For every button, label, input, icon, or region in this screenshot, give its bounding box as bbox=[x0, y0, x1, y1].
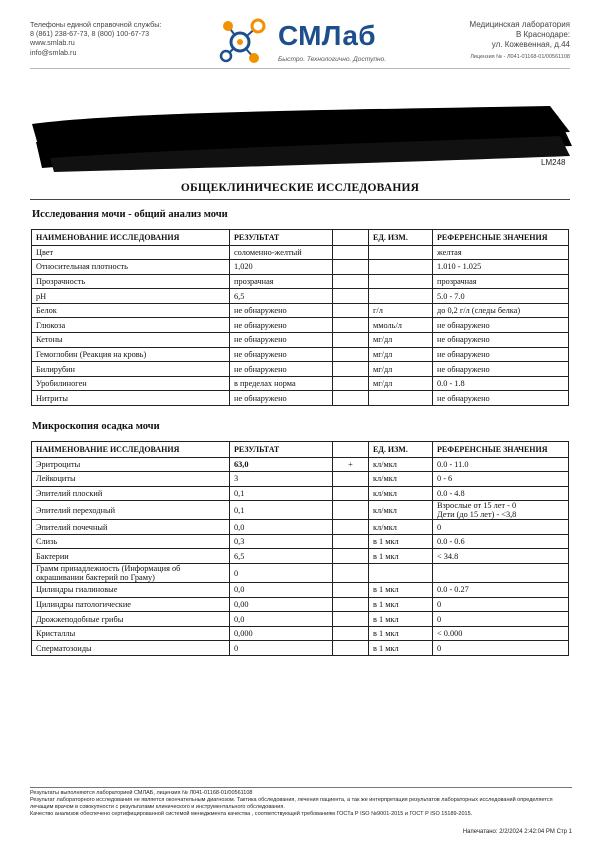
unit-cell: кл/мкл bbox=[369, 486, 433, 501]
col-header: РЕФЕРЕНСНЫЕ ЗНАЧЕНИЯ bbox=[433, 230, 569, 246]
header-divider bbox=[30, 68, 570, 69]
flag-cell bbox=[333, 597, 369, 612]
table-row bbox=[32, 641, 569, 656]
smlab-logo bbox=[218, 14, 393, 68]
reference-cell: желтая bbox=[433, 245, 569, 260]
table-row bbox=[32, 501, 569, 520]
result-cell: 6,5 bbox=[230, 289, 333, 304]
result-cell: 0,00 bbox=[230, 597, 333, 612]
test-name-cell: Эритроциты bbox=[32, 457, 230, 472]
result-cell: 0,0 bbox=[230, 520, 333, 535]
flag-cell bbox=[333, 245, 369, 260]
page-title: ОБЩЕКЛИНИЧЕСКИЕ ИССЛЕДОВАНИЯ bbox=[180, 182, 420, 194]
test-name-cell: Кетоны bbox=[32, 333, 230, 348]
col-header: РЕЗУЛЬТАТ bbox=[230, 442, 333, 458]
reference-cell: < 34.8 bbox=[433, 549, 569, 564]
table-row bbox=[32, 362, 569, 377]
unit-cell bbox=[369, 564, 433, 583]
logo-tagline: Быстро. Технологично. Доступно. bbox=[278, 56, 387, 63]
logo-text: СМЛаб bbox=[278, 20, 376, 51]
flag-cell: + bbox=[333, 457, 369, 472]
test-name-cell: Грамм принадлежность (Информация об окрашивании бактерий по Граму) bbox=[32, 564, 230, 583]
reference-cell bbox=[433, 564, 569, 583]
section-heading-urine-general: Исследования мочи - общий анализ мочи bbox=[32, 209, 228, 220]
result-cell: 0 bbox=[230, 564, 333, 583]
col-header: ЕД. ИЗМ. bbox=[369, 442, 433, 458]
table-header-row bbox=[32, 230, 569, 246]
reference-cell: 1.010 - 1.025 bbox=[433, 260, 569, 275]
flag-cell bbox=[333, 362, 369, 377]
footer-line: Результаты выполняются лабораторией СМЛАБ, лицензия № Л041-01168-01/00561108 bbox=[30, 790, 253, 796]
unit-cell: мг/дл bbox=[369, 362, 433, 377]
test-name-cell: Кристаллы bbox=[32, 626, 230, 641]
flag-cell bbox=[333, 472, 369, 487]
lab-address-block bbox=[470, 20, 570, 62]
unit-cell: мг/дл bbox=[369, 333, 433, 348]
table-row bbox=[32, 303, 569, 318]
table-row bbox=[32, 583, 569, 598]
test-name-cell: Уробилиноген bbox=[32, 376, 230, 391]
test-name-cell: Эпителий почечный bbox=[32, 520, 230, 535]
test-name-cell: Эпителий плоский bbox=[32, 486, 230, 501]
contacts-block bbox=[30, 20, 161, 57]
reference-cell: не обнаружено bbox=[433, 333, 569, 348]
col-header bbox=[333, 442, 369, 458]
doc-code: LM248 bbox=[541, 158, 566, 167]
result-cell: не обнаружено bbox=[230, 303, 333, 318]
reference-cell: 0 bbox=[433, 612, 569, 627]
reference-cell: не обнаружено bbox=[433, 391, 569, 406]
reference-cell: не обнаружено bbox=[433, 318, 569, 333]
test-name-cell: Билирубин bbox=[32, 362, 230, 377]
unit-cell: мг/дл bbox=[369, 376, 433, 391]
result-cell: не обнаружено bbox=[230, 318, 333, 333]
test-name-cell: Нитриты bbox=[32, 391, 230, 406]
unit-cell bbox=[369, 260, 433, 275]
col-header: ЕД. ИЗМ. bbox=[369, 230, 433, 246]
result-cell: не обнаружено bbox=[230, 391, 333, 406]
result-cell: 1,020 bbox=[230, 260, 333, 275]
reference-cell: 0 bbox=[433, 597, 569, 612]
reference-cell: 0 bbox=[433, 520, 569, 535]
unit-cell: в 1 мкл bbox=[369, 583, 433, 598]
test-name-cell: Слизь bbox=[32, 534, 230, 549]
unit-cell bbox=[369, 391, 433, 406]
result-cell: прозрачная bbox=[230, 274, 333, 289]
unit-cell bbox=[369, 274, 433, 289]
unit-cell: кл/мкл bbox=[369, 520, 433, 535]
table-header-row bbox=[32, 442, 569, 458]
table-row bbox=[32, 333, 569, 348]
section-heading-urine-sediment: Микроскопия осадка мочи bbox=[32, 421, 160, 432]
test-name-cell: Эпителий переходный bbox=[32, 501, 230, 520]
col-header bbox=[333, 230, 369, 246]
reference-cell: до 0,2 г/л (следы белка) bbox=[433, 303, 569, 318]
test-name-cell: Лейкоциты bbox=[32, 472, 230, 487]
lab-line: В Краснодаре: bbox=[515, 30, 570, 39]
reference-cell: 0.0 - 4.8 bbox=[433, 486, 569, 501]
table-row bbox=[32, 391, 569, 406]
reference-cell: < 0.000 bbox=[433, 626, 569, 641]
printed-timestamp: Напечатано: 2/2/2024 2:42:04 PM Стр 1 bbox=[462, 829, 572, 835]
reference-cell: Взрослые от 15 лет - 0 Дети (до 15 лет) - <3,8 bbox=[433, 501, 569, 520]
molecule-icon bbox=[218, 14, 276, 68]
flag-cell bbox=[333, 549, 369, 564]
license-short: Лицензия № - Л041-01168-01/00561108 bbox=[470, 54, 570, 60]
table-row bbox=[32, 274, 569, 289]
reference-cell: 5.0 - 7.0 bbox=[433, 289, 569, 304]
contacts-line: 8 (861) 238-67-73, 8 (800) 100-67-73 bbox=[30, 29, 150, 39]
unit-cell: мг/дл bbox=[369, 347, 433, 362]
result-cell: не обнаружено bbox=[230, 347, 333, 362]
urine-general-table bbox=[31, 229, 569, 406]
reference-cell: 0.0 - 1.8 bbox=[433, 376, 569, 391]
col-header: РЕФЕРЕНСНЫЕ ЗНАЧЕНИЯ bbox=[433, 442, 569, 458]
reference-cell: 0.0 - 0.27 bbox=[433, 583, 569, 598]
test-name-cell: Прозрачность bbox=[32, 274, 230, 289]
flag-cell bbox=[333, 289, 369, 304]
table-row bbox=[32, 245, 569, 260]
table-row bbox=[32, 486, 569, 501]
footer-line: Результат лабораторного исследования не является окончательным диагнозом. Тактика обследования, лечения пациента, а так же интерпретация результатов лабораторных исследований определяется лечащим врачом в совокупности с результатами клинического и инструментального обследования. bbox=[30, 797, 553, 810]
lab-line: ул. Кожевенная, д.44 bbox=[491, 40, 570, 49]
flag-cell bbox=[333, 534, 369, 549]
unit-cell: в 1 мкл bbox=[369, 597, 433, 612]
table-row bbox=[32, 612, 569, 627]
table-row bbox=[32, 534, 569, 549]
reference-cell: 0 bbox=[433, 641, 569, 656]
table-row bbox=[32, 597, 569, 612]
unit-cell: ммоль/л bbox=[369, 318, 433, 333]
footer-notes bbox=[30, 790, 572, 818]
result-cell: 0,0 bbox=[230, 612, 333, 627]
lab-line: Медицинская лаборатория bbox=[469, 20, 570, 29]
table-row bbox=[32, 457, 569, 472]
unit-cell: в 1 мкл bbox=[369, 612, 433, 627]
table-row bbox=[32, 318, 569, 333]
table-row bbox=[32, 347, 569, 362]
flag-cell bbox=[333, 583, 369, 598]
test-name-cell: Гемоглобин (Реакция на кровь) bbox=[32, 347, 230, 362]
flag-cell bbox=[333, 376, 369, 391]
test-name-cell: pH bbox=[32, 289, 230, 304]
redacted-patient-info bbox=[30, 102, 575, 174]
reference-cell: прозрачная bbox=[433, 274, 569, 289]
result-cell: 0,3 bbox=[230, 534, 333, 549]
title-divider bbox=[30, 199, 570, 200]
table-row bbox=[32, 626, 569, 641]
test-name-cell: Сперматозоиды bbox=[32, 641, 230, 656]
reference-cell: не обнаружено bbox=[433, 347, 569, 362]
flag-cell bbox=[333, 391, 369, 406]
flag-cell bbox=[333, 318, 369, 333]
unit-cell bbox=[369, 289, 433, 304]
unit-cell: кл/мкл bbox=[369, 501, 433, 520]
flag-cell bbox=[333, 274, 369, 289]
footer-divider bbox=[30, 787, 572, 788]
flag-cell bbox=[333, 520, 369, 535]
col-header: НАИМЕНОВАНИЕ ИССЛЕДОВАНИЯ bbox=[32, 230, 230, 246]
flag-cell bbox=[333, 626, 369, 641]
unit-cell: в 1 мкл bbox=[369, 626, 433, 641]
unit-cell: г/л bbox=[369, 303, 433, 318]
flag-cell bbox=[333, 641, 369, 656]
result-cell: не обнаружено bbox=[230, 362, 333, 377]
col-header: РЕЗУЛЬТАТ bbox=[230, 230, 333, 246]
result-cell: 0,1 bbox=[230, 501, 333, 520]
result-cell: не обнаружено bbox=[230, 333, 333, 348]
reference-cell: 0.0 - 0.6 bbox=[433, 534, 569, 549]
table-row bbox=[32, 260, 569, 275]
urine-sediment-table bbox=[31, 441, 569, 656]
test-name-cell: Цилиндры патологические bbox=[32, 597, 230, 612]
table-row bbox=[32, 472, 569, 487]
test-name-cell: Белок bbox=[32, 303, 230, 318]
col-header: НАИМЕНОВАНИЕ ИССЛЕДОВАНИЯ bbox=[32, 442, 230, 458]
reference-cell: 0.0 - 11.0 bbox=[433, 457, 569, 472]
unit-cell: кл/мкл bbox=[369, 457, 433, 472]
test-name-cell: Относительная плотность bbox=[32, 260, 230, 275]
unit-cell bbox=[369, 245, 433, 260]
table-row bbox=[32, 520, 569, 535]
result-cell: 0,000 bbox=[230, 626, 333, 641]
flag-cell bbox=[333, 612, 369, 627]
result-cell: 6,5 bbox=[230, 549, 333, 564]
reference-cell: не обнаружено bbox=[433, 362, 569, 377]
unit-cell: в 1 мкл bbox=[369, 549, 433, 564]
test-name-cell: Цилиндры гиалиновые bbox=[32, 583, 230, 598]
table-row bbox=[32, 376, 569, 391]
flag-cell bbox=[333, 303, 369, 318]
unit-cell: кл/мкл bbox=[369, 472, 433, 487]
contacts-line[interactable]: info@smlab.ru bbox=[30, 47, 77, 57]
result-cell: 63,0 bbox=[230, 457, 333, 472]
flag-cell bbox=[333, 486, 369, 501]
contacts-line: Телефоны единой справочной службы: bbox=[30, 20, 162, 29]
contacts-line[interactable]: www.smlab.ru bbox=[30, 38, 75, 48]
test-name-cell: Бактерии bbox=[32, 549, 230, 564]
result-cell: 0,1 bbox=[230, 486, 333, 501]
test-name-cell: Дрожжеподобные грибы bbox=[32, 612, 230, 627]
test-name-cell: Глюкоза bbox=[32, 318, 230, 333]
flag-cell bbox=[333, 260, 369, 275]
table-row bbox=[32, 289, 569, 304]
unit-cell: в 1 мкл bbox=[369, 641, 433, 656]
flag-cell bbox=[333, 347, 369, 362]
table-row bbox=[32, 549, 569, 564]
unit-cell: в 1 мкл bbox=[369, 534, 433, 549]
reference-cell: 0 - 6 bbox=[433, 472, 569, 487]
footer-line: Качество анализов обеспечено сертифицированной системой менеджмента качества , соответствующей требованиям ГОСТа Р ISO №9001-2015 и ГОСТ Р ISO 15189-2015. bbox=[30, 811, 473, 817]
test-name-cell: Цвет bbox=[32, 245, 230, 260]
flag-cell bbox=[333, 564, 369, 583]
result-cell: соломенно-желтый bbox=[230, 245, 333, 260]
flag-cell bbox=[333, 333, 369, 348]
result-cell: 3 bbox=[230, 472, 333, 487]
flag-cell bbox=[333, 501, 369, 520]
result-cell: 0 bbox=[230, 641, 333, 656]
table-row bbox=[32, 564, 569, 583]
result-cell: 0,0 bbox=[230, 583, 333, 598]
result-cell: в пределах нормa bbox=[230, 376, 333, 391]
